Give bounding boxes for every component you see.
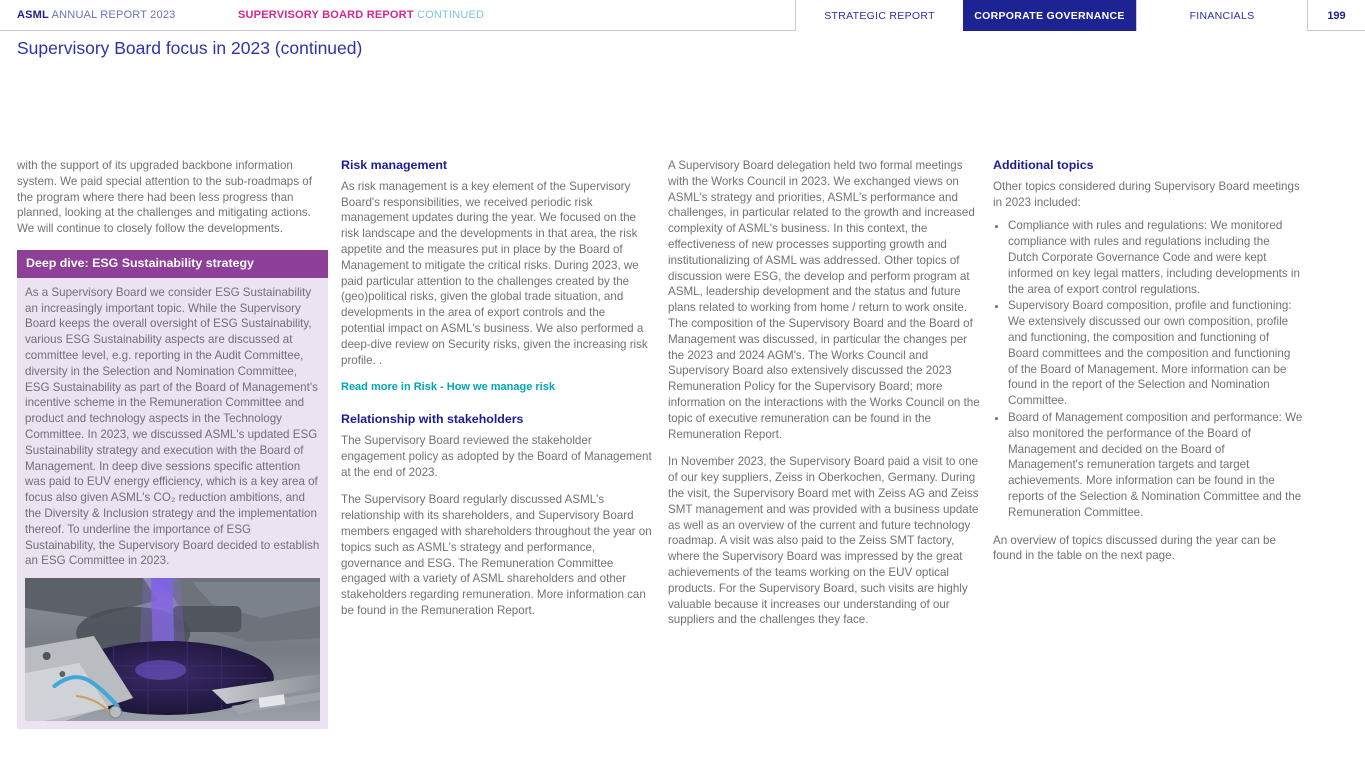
section-continued: CONTINUED <box>413 9 485 21</box>
col4-intro: Other topics considered during Supervisory Board meetings in 2023 included: <box>993 179 1300 209</box>
col2-stakeholder-paragraph-2: The Supervisory Board regularly discussed ASML's relationship with its shareholders, and Supervisory Board members engaged with shareholders throughout the year on topics such as ASML's strategy and performance, governance and ESG. The Remuneration Committee engaged with a variety of ASML shareholders and other stakeholders regarding remuneration. More information can be found in the Remuneration Report. <box>341 493 652 617</box>
section-title: SUPERVISORY BOARD REPORT <box>238 9 414 21</box>
additional-topics-list <box>993 218 1303 520</box>
deep-dive-box <box>17 250 328 729</box>
header-bar <box>0 0 1365 31</box>
bullet-supervisory-board-composition: • Supervisory Board composition, profile and functioning: We extensively discussed our own composition, profile and functioning, the composition and functioning of Board committees and the composition and functioning of the Board of Management. More information can be found in the report of the Selection and Nomination Committee. <box>1008 298 1303 409</box>
col1-intro-paragraph: with the support of its upgraded backbone information system. We paid special attention to the sub-roadmaps of the program where there had been less progress than planned, looking at the challenges and mitigating actions. We will continue to closely follow the developments. <box>17 159 312 236</box>
deep-dive-text: As a Supervisory Board we consider ESG Sustainability an increasingly important topic. While the Supervisory Board keeps the overall oversight of ESG Sustainability, various ESG Sustainability aspects are discussed at committee level, e.g. reporting in the Audit Committee, diversity in the Selection and Nomination Committee, ESG Sustainability as part of the Board of Management's incentive scheme in the Remuneration Committee and product and technology aspects in the Technology Committee. In 2023, we discussed ASML's updated ESG Sustainability strategy and execution with the Board of Management. In deep dive sessions specific attention was paid to EUV energy efficiency, which is a key area of focus also given ASML's CO₂ reduction ambitions, and the Diversity & Inclusion strategy and the implementation thereof. To underline the importance of ESG Sustainability, the Supervisory Board decided to establish an ESG Committee in 2023. <box>25 285 320 568</box>
esg-machine-photo <box>25 578 320 721</box>
column-4 <box>993 158 1303 576</box>
page-title: Supervisory Board focus in 2023 (continued) <box>17 38 363 58</box>
deep-dive-body <box>17 278 328 729</box>
heading-relationship-stakeholders: Relationship with stakeholders <box>341 412 524 427</box>
bullet-board-of-management-performance: • Board of Management composition and performance: We also monitored the performance of the Board of Management and decided on the Board of Management's remuneration targets and target achievements. More information can be found in the reports of the Selection & Nomination Committee and the Remuneration Committee. <box>1008 410 1303 521</box>
column-1 <box>17 158 328 729</box>
column-3 <box>668 158 981 640</box>
tab-strategic-report[interactable]: STRATEGIC REPORT <box>795 0 963 31</box>
tab-corporate-governance[interactable]: CORPORATE GOVERNANCE <box>963 0 1136 31</box>
col2-risk-paragraph: As risk management is a key element of the Supervisory Board's responsibilities, we received periodic risk management updates during the year. We focused on the risk landscape and the developments in that area, the risk appetite and the measures put in place by the Board of Management to mitigate the critical risks. During 2023, we paid particular attention to the challenges created by the (geo)political risks, given the global trade situation, and developments in the area of export controls and the potential impact on ASML's business. We also performed a deep-dive review on Security risks, given the increasing risk profile. . <box>341 179 648 367</box>
read-more-risk-link[interactable]: Read more in Risk - How we manage risk <box>341 381 555 394</box>
heading-additional-topics: Additional topics <box>993 158 1094 172</box>
bullet-compliance: • Compliance with rules and regulations: We monitored compliance with rules and regulations including the Dutch Corporate Governance Code and were kept informed on key legal matters, including developments in the area of export control regulations. <box>1008 218 1303 297</box>
tab-financials[interactable]: FINANCIALS <box>1136 0 1307 31</box>
col3-works-council-paragraph: A Supervisory Board delegation held two formal meetings with the Works Council in 2023. We exchanged views on ASML's strategy and priorities, ASML's performance and challenges, in particular related to the growth and increased complexity of ASML's business. In this context, the effectiveness of new processes supporting growth and institutionalizing of ASML was addressed. Other topics of discussion were ESG, the develop and perform program at ASML, leadership development and the status and future plans related to working from home / return to work onsite. The composition of the Supervisory Board and the Board of Management was discussed, in particular the changes per the 2023 and 2024 AGM's. The Works Council and Supervisory Board also extensively discussed the 2023 Remuneration Policy for the Supervisory Board; more information on the interactions with the Works Council on the topic of executive remuneration can be found in the Remuneration Report. <box>668 159 980 441</box>
column-2 <box>341 158 652 631</box>
brand-subtitle: ANNUAL REPORT 2023 <box>48 9 176 21</box>
brand-name: ASML <box>17 9 49 21</box>
col3-zeiss-visit-paragraph: In November 2023, the Supervisory Board paid a visit to one of our key suppliers, Zeiss in Oberkochen, Germany. During the visit, the Supervisory Board met with Zeiss AG and Zeiss SMT management and was provided with a business update as well as an overview of the current and future technology roadmap. A visit was also paid to the Zeiss SMT factory, where the Supervisory Board was impressed by the great achievements of the teams working on the EUV optical products. For the Supervisory Board, such visits are highly valuable because it increases our understanding of our suppliers and the challenges they face. <box>668 455 979 627</box>
report-nav-tabs <box>795 0 1365 31</box>
deep-dive-title: Deep dive: ESG Sustainability strategy <box>17 250 328 278</box>
page-number: 199 <box>1307 0 1365 31</box>
heading-risk-management: Risk management <box>341 158 448 172</box>
section-breadcrumb <box>238 9 484 21</box>
col4-outro: An overview of topics discussed during the year can be found in the table on the next page. <box>993 533 1276 563</box>
report-brand <box>17 9 175 21</box>
col2-stakeholder-paragraph-1: The Supervisory Board reviewed the stakeholder engagement policy as adopted by the Board of Management at the end of 2023. <box>341 433 652 479</box>
